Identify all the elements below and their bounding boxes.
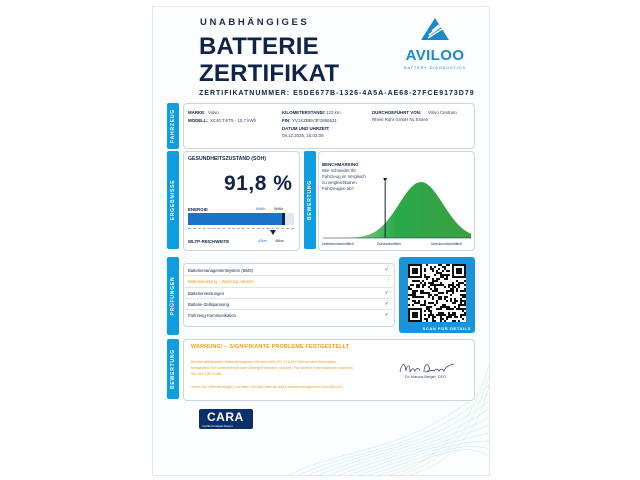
range-label: WLTP-REICHWEITE xyxy=(188,239,230,244)
certificate-page xyxy=(152,6,490,476)
benchmark-question-4: Fahrzeugen ab? xyxy=(322,186,354,191)
qr-code-card[interactable] xyxy=(399,257,475,333)
benchmark-question-1: Wie schneidet Ihr xyxy=(322,168,356,173)
energy-bar-marker xyxy=(282,213,285,225)
soh-value: 91,8 % xyxy=(224,172,293,195)
check-row xyxy=(185,310,393,320)
checkmark-icon: ✓ xyxy=(384,289,389,296)
check-label: Batterie-Zellspannung xyxy=(188,301,229,307)
above-average-label: Überdurchschnittlich xyxy=(431,242,462,246)
range-value: 43km xyxy=(258,239,267,243)
certificate-subtitle: UNABHÄNGIGES xyxy=(200,17,310,28)
date-value: 08.12.2025, 16:03:08 xyxy=(282,133,324,138)
warning-text-4: Wenn Sie Hilfe benötigen, wenden Sie sich bitte an das Kundenmanagement von AVILOO xyxy=(191,385,343,389)
qr-code-pattern xyxy=(408,264,466,322)
logo-tagline: BATTERY DIAGNOSTICS xyxy=(404,65,466,70)
check-row xyxy=(185,288,393,299)
soh-title: GESUNDHEITSZUSTAND (SOH) xyxy=(188,156,267,162)
certificate-number: ZERTIFIKATNUMMER: E5DE677B-1326-4A5A-AE68-27FCE9173D79 xyxy=(199,90,475,97)
ceo-signature xyxy=(398,360,456,376)
energy-value: 8kWh xyxy=(256,207,266,211)
model-label: MODELL: xyxy=(188,118,208,123)
warning-text-2: festgestellt. Bei Unsicherheit oder Übergriff wenden müssen. Für weitere Informationen scannen xyxy=(191,366,353,370)
benchmark-card xyxy=(318,151,475,251)
mileage-value: 22.123 km xyxy=(320,110,341,115)
soh-card xyxy=(183,151,300,251)
check-row xyxy=(185,265,393,276)
checks-list xyxy=(185,265,393,320)
warning-card xyxy=(183,339,475,401)
performed-by-line2: Rhein Ruhr GmbH NL Essen xyxy=(372,117,429,122)
energy-max: 9kWh xyxy=(274,207,284,211)
certificate-title-line1: BATTERIE xyxy=(199,33,319,60)
checkmark-icon: ✓ xyxy=(384,300,389,307)
check-label: Batterieleistung – Warnung erkannt xyxy=(188,279,254,285)
vehicle-card xyxy=(183,103,475,149)
check-label: Batteriemanagementsystem (BMS) xyxy=(188,268,254,273)
fin-label: FIN: xyxy=(282,118,291,123)
average-label: Durchschnittlich xyxy=(377,242,401,246)
checkmark-icon: ✓ xyxy=(384,312,389,319)
cara-logo xyxy=(199,409,253,429)
benchmark-distribution-chart xyxy=(323,174,471,240)
section-tab-results: ERGEBNISSE xyxy=(167,151,179,249)
cara-subtitle: Certified Analysis Report xyxy=(202,424,233,428)
vehicle-position-arrow xyxy=(383,178,387,182)
aviloo-logo xyxy=(393,17,477,70)
range-divider xyxy=(188,228,294,229)
cara-wordmark: CARA xyxy=(207,410,244,424)
warning-title: WARNUNG! – SIGNIFIKANTE PROBLEME FESTGESTELLT xyxy=(191,344,350,350)
qr-code[interactable] xyxy=(408,264,466,322)
check-row xyxy=(185,299,393,310)
performed-by-label: DURCHGEFÜHRT VON: xyxy=(372,110,422,115)
energy-label: ENERGIE xyxy=(188,207,208,212)
benchmark-question-3: zu vergleichbaren xyxy=(322,180,357,185)
warning-text-1: Bei der detaillierten Batteriediagnose mit dem AVILOO FLASH Test wurden Anomalien xyxy=(191,360,336,364)
energy-bar-fill xyxy=(188,213,282,225)
benchmark-question-2: Fahrzeug im Vergleich xyxy=(322,174,366,179)
model-value: XC40 T4/T5 - 10,7 kWh xyxy=(210,118,257,123)
signer-name: Dr. Marcus Berger, CEO xyxy=(405,375,446,379)
section-tab-evaluation-2: BEWERTUNG xyxy=(167,339,179,399)
range-max: 46km xyxy=(275,239,284,243)
warning-text-3: Sie den QR-Code. xyxy=(191,372,223,376)
brand-label: MARKE: xyxy=(188,110,206,115)
fin-value: YV1XZBBV3F2866531 xyxy=(292,118,337,123)
mileage-label: KILOMETERSTAND: xyxy=(282,110,325,115)
warning-icon: ! xyxy=(387,278,389,285)
checkmark-icon: ✓ xyxy=(384,267,389,273)
benchmark-title: BENCHMARKING xyxy=(322,162,359,167)
check-label: Fahrzeug-Kommunikation xyxy=(188,313,236,319)
section-tab-checks: PRÜFUNGEN xyxy=(167,257,179,335)
aviloo-triangle-icon xyxy=(420,17,450,41)
section-tab-vehicle: FAHRZEUG xyxy=(167,103,179,149)
distribution-curve xyxy=(323,182,471,238)
check-row xyxy=(185,276,393,287)
checks-card xyxy=(183,263,395,327)
brand-value: Volvo xyxy=(208,110,219,115)
qr-caption: SCAN FOR DETAILS xyxy=(422,326,471,331)
check-label: Batteriemessungen xyxy=(188,290,225,296)
certificate-title-line2: ZERTIFIKAT xyxy=(199,60,340,87)
logo-wordmark: AVILOO xyxy=(405,47,465,64)
performed-by-line1: Volvo Centrum xyxy=(428,110,457,115)
below-average-label: Unterdurchschnittlich xyxy=(322,242,354,246)
date-label: DATUM UND UHRZEIT: xyxy=(282,126,330,131)
range-marker-icon xyxy=(270,230,276,235)
section-tab-evaluation: BEWERTUNG xyxy=(304,151,316,249)
energy-bar xyxy=(188,213,294,225)
